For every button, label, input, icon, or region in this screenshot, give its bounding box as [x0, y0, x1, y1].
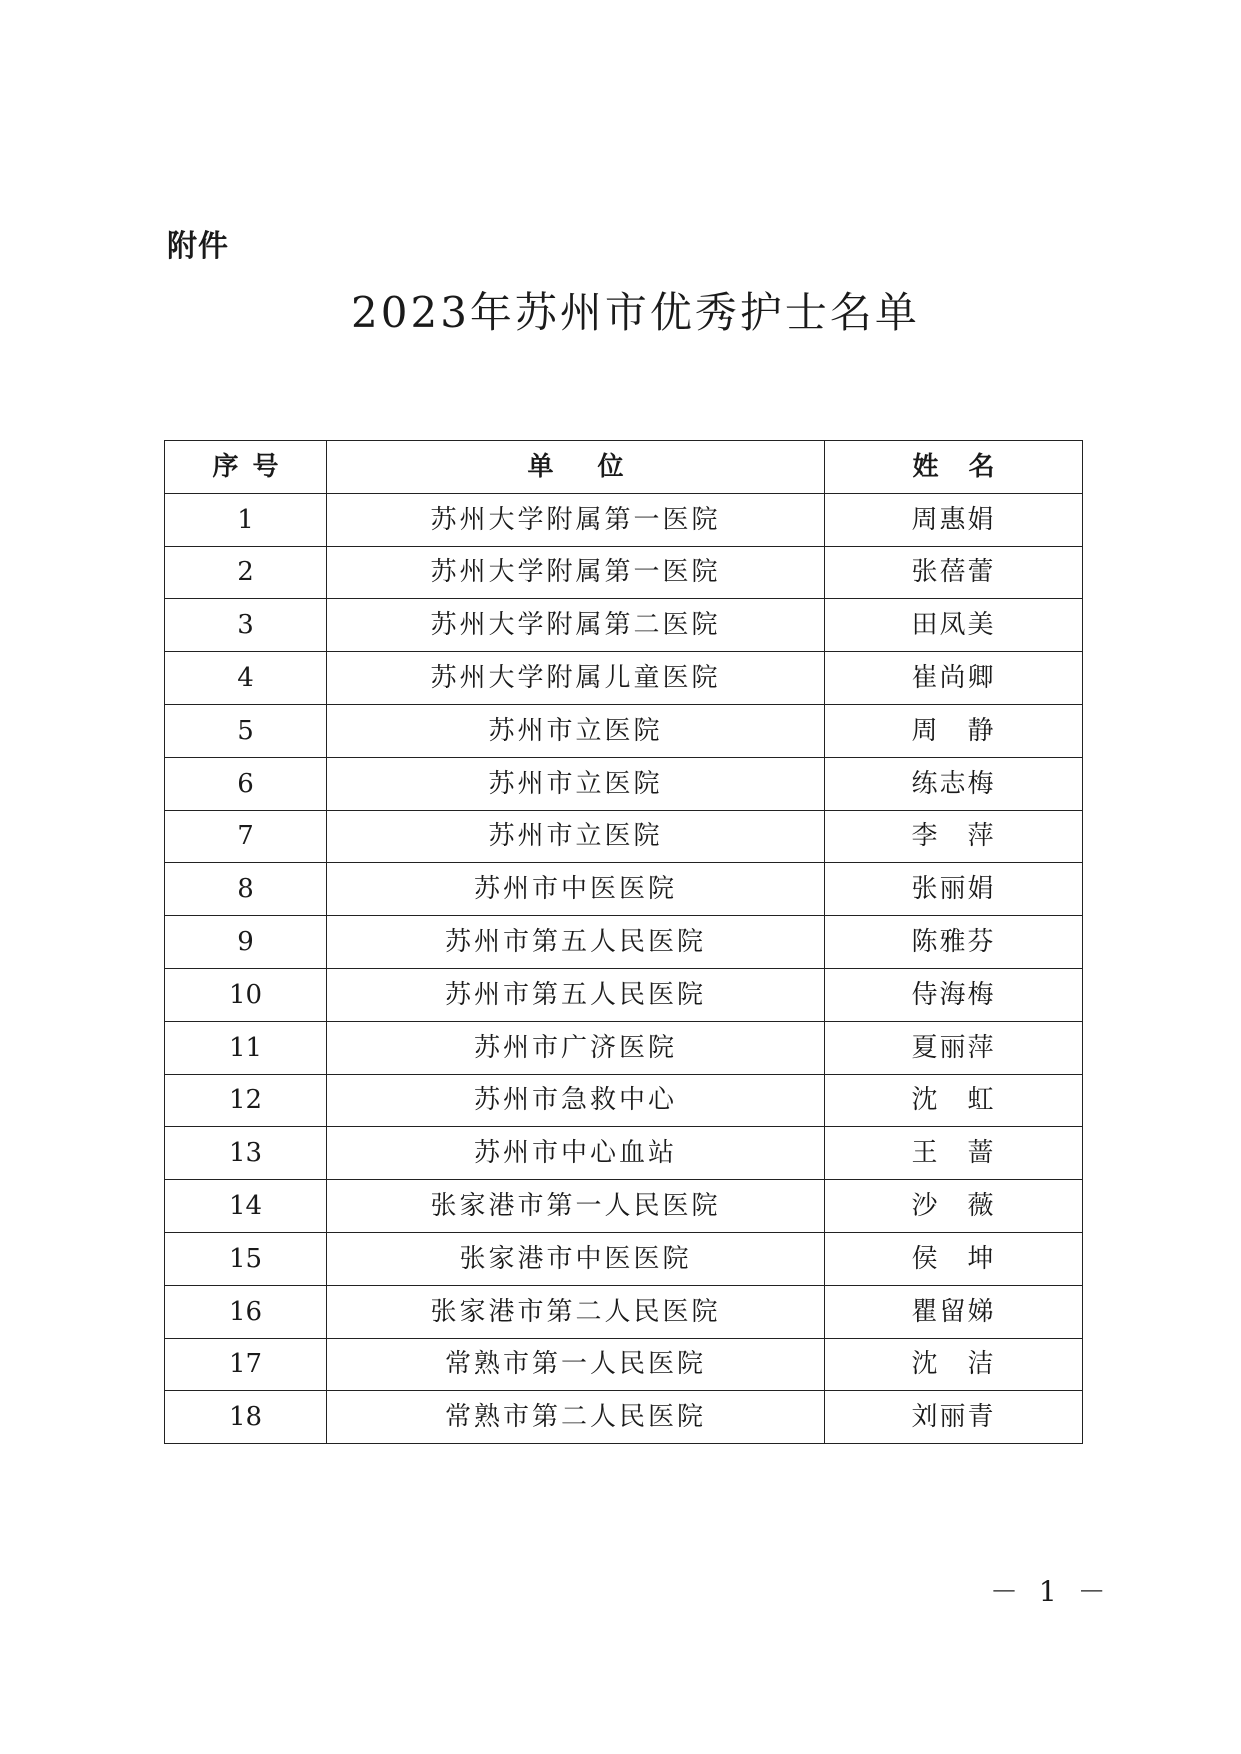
table-row — [165, 493, 1083, 546]
name-cell: 李 萍 — [825, 810, 1083, 863]
attachment-label: 附件 — [167, 229, 229, 264]
seq-cell: 3 — [165, 599, 327, 652]
table-header-row — [165, 441, 1083, 494]
unit-cell: 苏州市广济医院 — [327, 1021, 825, 1074]
name-cell: 练志梅 — [825, 757, 1083, 810]
unit-cell: 苏州市第五人民医院 — [327, 968, 825, 1021]
name-cell: 王 蔷 — [825, 1127, 1083, 1180]
name-cell: 张丽娟 — [825, 863, 1083, 916]
name-cell: 侍海梅 — [825, 968, 1083, 1021]
table-row — [165, 704, 1083, 757]
name-cell: 沈 虹 — [825, 1074, 1083, 1127]
unit-cell: 苏州大学附属第一医院 — [327, 493, 825, 546]
table-row — [165, 1232, 1083, 1285]
table-row — [165, 968, 1083, 1021]
table-row — [165, 1074, 1083, 1127]
name-cell: 张蓓蕾 — [825, 546, 1083, 599]
seq-cell: 7 — [165, 810, 327, 863]
name-cell: 刘丽青 — [825, 1391, 1083, 1444]
name-cell: 侯 坤 — [825, 1232, 1083, 1285]
unit-cell: 常熟市第二人民医院 — [327, 1391, 825, 1444]
seq-cell: 12 — [165, 1074, 327, 1127]
seq-cell: 11 — [165, 1021, 327, 1074]
seq-cell: 1 — [165, 493, 327, 546]
seq-cell: 5 — [165, 704, 327, 757]
table-row — [165, 757, 1083, 810]
seq-cell: 18 — [165, 1391, 327, 1444]
unit-cell: 张家港市第二人民医院 — [327, 1285, 825, 1338]
name-cell: 瞿留娣 — [825, 1285, 1083, 1338]
unit-cell: 苏州市急救中心 — [327, 1074, 825, 1127]
unit-cell: 苏州大学附属儿童医院 — [327, 652, 825, 705]
name-cell: 周 静 — [825, 704, 1083, 757]
table-row — [165, 1338, 1083, 1391]
name-cell: 崔尚卿 — [825, 652, 1083, 705]
table-row — [165, 810, 1083, 863]
table-row — [165, 1391, 1083, 1444]
unit-cell: 苏州市第五人民医院 — [327, 916, 825, 969]
name-cell: 沈 洁 — [825, 1338, 1083, 1391]
table-row — [165, 1127, 1083, 1180]
unit-cell: 常熟市第一人民医院 — [327, 1338, 825, 1391]
seq-cell: 2 — [165, 546, 327, 599]
seq-cell: 10 — [165, 968, 327, 1021]
unit-cell: 苏州市立医院 — [327, 704, 825, 757]
unit-cell: 苏州市立医院 — [327, 757, 825, 810]
seq-cell: 13 — [165, 1127, 327, 1180]
document-title: 2023年苏州市优秀护士名单 — [351, 288, 920, 337]
seq-cell: 15 — [165, 1232, 327, 1285]
name-cell: 夏丽萍 — [825, 1021, 1083, 1074]
table-row — [165, 1180, 1083, 1233]
page-number: － 1 － — [990, 1575, 1112, 1608]
table-row — [165, 916, 1083, 969]
nurse-list-table — [164, 440, 1083, 1444]
seq-cell: 8 — [165, 863, 327, 916]
unit-cell: 苏州市中医医院 — [327, 863, 825, 916]
unit-cell: 苏州大学附属第二医院 — [327, 599, 825, 652]
table-row — [165, 1285, 1083, 1338]
header-name: 姓名 — [825, 441, 1083, 494]
table-body — [165, 493, 1083, 1443]
header-unit: 单位 — [327, 441, 825, 494]
seq-cell: 14 — [165, 1180, 327, 1233]
name-cell: 沙 薇 — [825, 1180, 1083, 1233]
seq-cell: 17 — [165, 1338, 327, 1391]
table-row — [165, 1021, 1083, 1074]
table-row — [165, 652, 1083, 705]
table-row — [165, 863, 1083, 916]
seq-cell: 16 — [165, 1285, 327, 1338]
table-row — [165, 599, 1083, 652]
seq-cell: 9 — [165, 916, 327, 969]
unit-cell: 张家港市第一人民医院 — [327, 1180, 825, 1233]
name-cell: 田凤美 — [825, 599, 1083, 652]
seq-cell: 6 — [165, 757, 327, 810]
header-seq: 序号 — [165, 441, 327, 494]
unit-cell: 苏州大学附属第一医院 — [327, 546, 825, 599]
unit-cell: 苏州市中心血站 — [327, 1127, 825, 1180]
table-row — [165, 546, 1083, 599]
name-cell: 陈雅芬 — [825, 916, 1083, 969]
name-cell: 周惠娟 — [825, 493, 1083, 546]
unit-cell: 苏州市立医院 — [327, 810, 825, 863]
seq-cell: 4 — [165, 652, 327, 705]
unit-cell: 张家港市中医医院 — [327, 1232, 825, 1285]
